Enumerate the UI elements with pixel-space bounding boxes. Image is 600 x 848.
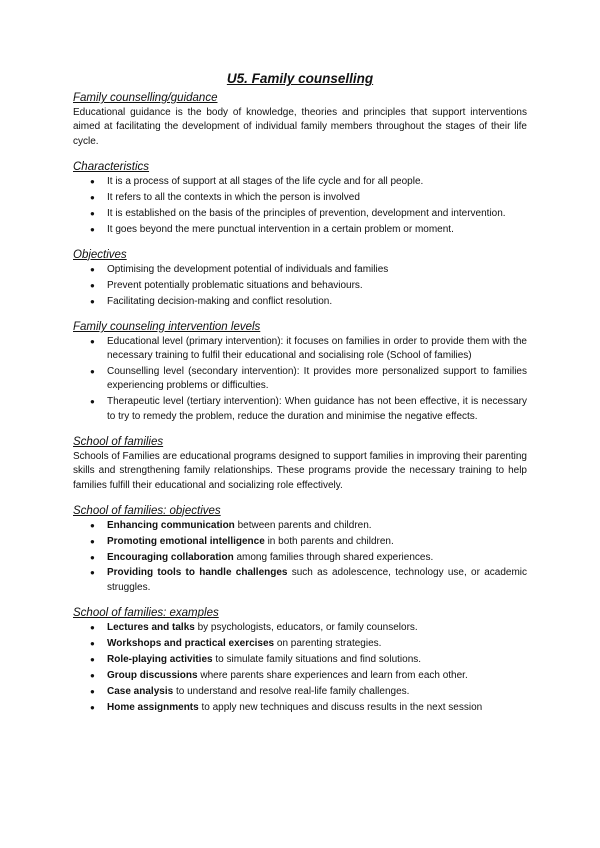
section-characteristics bbox=[73, 160, 527, 237]
list-item: ● Providing tools to handle challenges such as adolescence, technology use, or academic struggles. bbox=[90, 567, 527, 593]
section-paragraph: Educational guidance is the body of knowledge, theories and principles that support interventions aimed at facilitating the development of individual family members throughout the stages of their life cycle. bbox=[73, 107, 527, 147]
bullet-icon: ● bbox=[90, 208, 95, 218]
list-item: ● It refers to all the contexts in which the person is involved bbox=[107, 191, 527, 205]
bullet-icon: ● bbox=[90, 192, 95, 202]
list-item: ● Home assignments to apply new techniques and discuss results in the next session bbox=[107, 701, 527, 715]
bullet-icon: ● bbox=[90, 568, 95, 578]
bullet-icon: ● bbox=[90, 638, 95, 648]
bullet-icon: ● bbox=[90, 264, 95, 274]
section-paragraph: Schools of Families are educational programs designed to support families in improving their parenting skills and strengthening family relationships. These programs provide the necessary training to help families fulfill their educational and socializing role effectively. bbox=[73, 450, 527, 491]
bullet-list bbox=[73, 519, 527, 595]
bullet-icon: ● bbox=[90, 670, 95, 680]
section-heading: School of families: objectives bbox=[73, 504, 221, 517]
section-heading: Family counseling intervention levels bbox=[73, 320, 261, 333]
list-item: ● Enhancing communication between parents and children. bbox=[107, 519, 527, 533]
bullet-icon: ● bbox=[90, 224, 95, 234]
list-item: ● Encouraging collaboration among families through shared experiences. bbox=[107, 551, 527, 565]
list-item: ● Promoting emotional intelligence in both parents and children. bbox=[107, 535, 527, 549]
list-item: ● Case analysis to understand and resolve real-life family challenges. bbox=[107, 685, 527, 699]
section-school-of-families bbox=[73, 435, 527, 493]
list-item: ● Counselling level (secondary intervention): It provides more personalized support to families experiencing problems or difficulties. bbox=[90, 366, 527, 392]
list-item: ● Prevent potentially problematic situations and behaviours. bbox=[107, 279, 527, 293]
bullet-icon: ● bbox=[90, 367, 95, 377]
bullet-icon: ● bbox=[90, 552, 95, 562]
list-item: ● Therapeutic level (tertiary intervention): When guidance has not been effective, it is necessary to try to remedy the problem, reduce the duration and minimise the negative effects. bbox=[90, 396, 527, 422]
list-item: ● It goes beyond the mere punctual intervention in a certain problem or moment. bbox=[107, 223, 527, 237]
page-title: U5. Family counselling bbox=[226, 71, 374, 86]
bullet-list bbox=[73, 335, 527, 424]
bullet-list bbox=[73, 175, 527, 237]
list-item: ● Group discussions where parents share experiences and learn from each other. bbox=[107, 669, 527, 683]
list-item: ● Optimising the development potential of individuals and families bbox=[107, 263, 527, 277]
section-heading: School of families: examples bbox=[73, 607, 219, 620]
bullet-list bbox=[73, 621, 527, 715]
bullet-icon: ● bbox=[90, 520, 95, 530]
list-item: ● Role-playing activities to simulate family situations and find solutions. bbox=[107, 653, 527, 667]
bullet-icon: ● bbox=[90, 536, 95, 546]
list-item: ● It is established on the basis of the principles of prevention, development and intervention. bbox=[107, 207, 527, 221]
section-heading: School of families bbox=[73, 435, 164, 448]
section-heading: Objectives bbox=[73, 248, 127, 261]
bullet-icon: ● bbox=[90, 623, 95, 633]
section-intervention-levels bbox=[73, 320, 527, 424]
section-heading: Characteristics bbox=[73, 160, 150, 173]
list-item: ● Educational level (primary intervention): it focuses on families in order to provide them with the necessary training to fulfil their educational and socialising role (School of families) bbox=[90, 335, 527, 362]
section-objectives bbox=[73, 248, 527, 309]
section-school-objectives bbox=[73, 504, 527, 595]
section-school-examples bbox=[73, 606, 527, 715]
bullet-icon: ● bbox=[90, 686, 95, 696]
list-item: ● Workshops and practical exercises on parenting strategies. bbox=[107, 637, 527, 651]
bullet-icon: ● bbox=[90, 654, 95, 664]
bullet-icon: ● bbox=[90, 397, 95, 407]
bullet-list bbox=[73, 263, 527, 309]
bullet-icon: ● bbox=[90, 702, 95, 712]
bullet-icon: ● bbox=[90, 176, 95, 186]
bullet-icon: ● bbox=[90, 280, 95, 290]
bullet-icon: ● bbox=[90, 296, 95, 306]
list-item: ● Facilitating decision-making and conflict resolution. bbox=[107, 295, 527, 309]
list-item: ● Lectures and talks by psychologists, educators, or family counselors. bbox=[107, 621, 527, 635]
section-heading: Family counselling/guidance bbox=[73, 92, 218, 104]
section-family-counselling-guidance bbox=[73, 91, 527, 149]
list-item: ● It is a process of support at all stages of the life cycle and for all people. bbox=[107, 175, 527, 189]
bullet-icon: ● bbox=[90, 336, 95, 346]
